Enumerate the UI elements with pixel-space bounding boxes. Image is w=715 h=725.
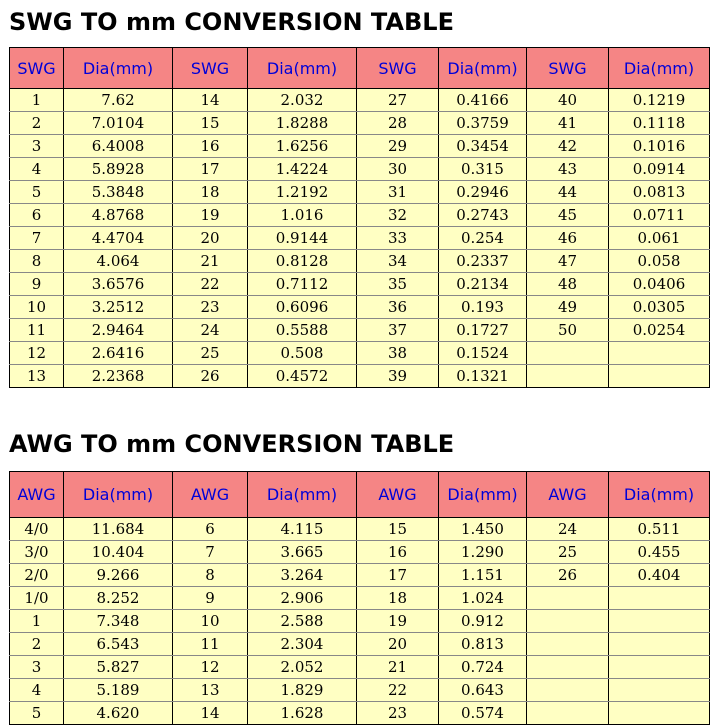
- gauge-cell: 50: [527, 319, 609, 342]
- diameter-cell: 0.0254: [609, 319, 710, 342]
- diameter-cell: 1.151: [439, 564, 527, 587]
- diameter-mm-header: Dia(mm): [609, 472, 710, 518]
- diameter-mm-header: Dia(mm): [609, 48, 710, 89]
- table-row: [10, 181, 710, 204]
- gauge-cell: 8: [10, 250, 64, 273]
- diameter-cell: [609, 633, 710, 656]
- diameter-cell: 10.404: [64, 541, 173, 564]
- diameter-mm-header: Dia(mm): [64, 472, 173, 518]
- diameter-cell: 0.6096: [248, 296, 357, 319]
- diameter-cell: 0.508: [248, 342, 357, 365]
- gauge-cell: 1/0: [10, 587, 64, 610]
- gauge-cell: 27: [357, 89, 439, 112]
- table-row: [10, 204, 710, 227]
- diameter-cell: [609, 365, 710, 388]
- diameter-cell: 3.6576: [64, 273, 173, 296]
- table-row: [10, 342, 710, 365]
- awg-conversion-table: [9, 471, 710, 725]
- gauge-cell: 24: [527, 518, 609, 541]
- diameter-cell: 0.1016: [609, 135, 710, 158]
- diameter-cell: 0.4572: [248, 365, 357, 388]
- diameter-cell: 0.1321: [439, 365, 527, 388]
- diameter-mm-header: Dia(mm): [248, 48, 357, 89]
- gauge-cell: 17: [357, 564, 439, 587]
- gauge-cell: [527, 587, 609, 610]
- gauge-cell: 12: [173, 656, 248, 679]
- swg-conversion-table: [9, 47, 710, 388]
- diameter-cell: 0.5588: [248, 319, 357, 342]
- diameter-mm-header: Dia(mm): [439, 48, 527, 89]
- gauge-cell: 40: [527, 89, 609, 112]
- gauge-cell: 9: [10, 273, 64, 296]
- diameter-cell: 3.264: [248, 564, 357, 587]
- diameter-cell: 0.2134: [439, 273, 527, 296]
- table-row: [10, 135, 710, 158]
- table-row: [10, 656, 710, 679]
- gauge-cell: 25: [173, 342, 248, 365]
- gauge-cell: 1: [10, 610, 64, 633]
- awg-gauge-header: AWG: [10, 472, 64, 518]
- gauge-cell: 7: [173, 541, 248, 564]
- table-row: [10, 610, 710, 633]
- gauge-cell: 25: [527, 541, 609, 564]
- gauge-cell: 20: [357, 633, 439, 656]
- diameter-cell: [609, 702, 710, 725]
- gauge-cell: 22: [173, 273, 248, 296]
- gauge-cell: 8: [173, 564, 248, 587]
- diameter-cell: 4.8768: [64, 204, 173, 227]
- gauge-cell: 41: [527, 112, 609, 135]
- diameter-cell: 2.052: [248, 656, 357, 679]
- table-row: [10, 273, 710, 296]
- awg-gauge-header: AWG: [357, 472, 439, 518]
- gauge-cell: [527, 702, 609, 725]
- gauge-cell: 45: [527, 204, 609, 227]
- gauge-cell: 48: [527, 273, 609, 296]
- gauge-cell: [527, 656, 609, 679]
- gauge-cell: 15: [357, 518, 439, 541]
- gauge-cell: 44: [527, 181, 609, 204]
- diameter-cell: 9.266: [64, 564, 173, 587]
- gauge-cell: [527, 679, 609, 702]
- awg-table-title: AWG TO mm CONVERSION TABLE: [9, 430, 455, 458]
- gauge-cell: 12: [10, 342, 64, 365]
- diameter-cell: 0.0406: [609, 273, 710, 296]
- gauge-cell: 10: [173, 610, 248, 633]
- gauge-cell: 36: [357, 296, 439, 319]
- table-row: [10, 587, 710, 610]
- gauge-cell: [527, 610, 609, 633]
- diameter-cell: 7.348: [64, 610, 173, 633]
- gauge-cell: 20: [173, 227, 248, 250]
- gauge-cell: 3: [10, 135, 64, 158]
- diameter-cell: 0.0711: [609, 204, 710, 227]
- diameter-cell: 0.2946: [439, 181, 527, 204]
- diameter-cell: [609, 679, 710, 702]
- gauge-cell: 2: [10, 112, 64, 135]
- diameter-cell: 0.724: [439, 656, 527, 679]
- table-header-row: [10, 472, 710, 518]
- gauge-cell: 10: [10, 296, 64, 319]
- table-row: [10, 679, 710, 702]
- gauge-cell: [527, 633, 609, 656]
- diameter-cell: 1.450: [439, 518, 527, 541]
- diameter-cell: 1.2192: [248, 181, 357, 204]
- gauge-cell: 34: [357, 250, 439, 273]
- gauge-cell: 14: [173, 702, 248, 725]
- gauge-cell: 37: [357, 319, 439, 342]
- gauge-cell: 4/0: [10, 518, 64, 541]
- table-row: [10, 296, 710, 319]
- table-row: [10, 112, 710, 135]
- gauge-cell: 18: [357, 587, 439, 610]
- diameter-cell: 0.254: [439, 227, 527, 250]
- gauge-cell: 46: [527, 227, 609, 250]
- table-row: [10, 89, 710, 112]
- diameter-cell: 2.9464: [64, 319, 173, 342]
- gauge-cell: 33: [357, 227, 439, 250]
- diameter-cell: 0.315: [439, 158, 527, 181]
- diameter-cell: 0.2337: [439, 250, 527, 273]
- diameter-cell: 0.058: [609, 250, 710, 273]
- diameter-cell: 0.912: [439, 610, 527, 633]
- diameter-cell: 5.8928: [64, 158, 173, 181]
- diameter-cell: 1.290: [439, 541, 527, 564]
- diameter-cell: 2.032: [248, 89, 357, 112]
- gauge-cell: 26: [173, 365, 248, 388]
- gauge-cell: 4: [10, 158, 64, 181]
- diameter-cell: 0.1524: [439, 342, 527, 365]
- diameter-cell: 1.8288: [248, 112, 357, 135]
- gauge-cell: 39: [357, 365, 439, 388]
- gauge-cell: 5: [10, 181, 64, 204]
- diameter-cell: 11.684: [64, 518, 173, 541]
- diameter-cell: [609, 342, 710, 365]
- diameter-cell: 3.665: [248, 541, 357, 564]
- gauge-cell: 38: [357, 342, 439, 365]
- swg-gauge-header: SWG: [527, 48, 609, 89]
- diameter-cell: 3.2512: [64, 296, 173, 319]
- gauge-cell: 14: [173, 89, 248, 112]
- table-row: [10, 365, 710, 388]
- gauge-cell: 42: [527, 135, 609, 158]
- gauge-cell: 11: [173, 633, 248, 656]
- table-header-row: [10, 48, 710, 89]
- gauge-cell: 47: [527, 250, 609, 273]
- diameter-cell: 0.1219: [609, 89, 710, 112]
- gauge-cell: 35: [357, 273, 439, 296]
- diameter-cell: 0.511: [609, 518, 710, 541]
- swg-gauge-header: SWG: [357, 48, 439, 89]
- diameter-cell: 0.1727: [439, 319, 527, 342]
- diameter-cell: 4.620: [64, 702, 173, 725]
- gauge-cell: 7: [10, 227, 64, 250]
- gauge-cell: 6: [10, 204, 64, 227]
- swg-gauge-header: SWG: [10, 48, 64, 89]
- diameter-cell: 2.2368: [64, 365, 173, 388]
- diameter-cell: 1.829: [248, 679, 357, 702]
- diameter-cell: 0.643: [439, 679, 527, 702]
- diameter-cell: 0.0305: [609, 296, 710, 319]
- gauge-cell: 23: [357, 702, 439, 725]
- table-row: [10, 564, 710, 587]
- gauge-cell: 32: [357, 204, 439, 227]
- gauge-cell: 21: [357, 656, 439, 679]
- gauge-cell: 3: [10, 656, 64, 679]
- gauge-cell: 4: [10, 679, 64, 702]
- diameter-cell: 0.193: [439, 296, 527, 319]
- diameter-cell: 2.6416: [64, 342, 173, 365]
- diameter-cell: 0.7112: [248, 273, 357, 296]
- gauge-cell: 5: [10, 702, 64, 725]
- gauge-cell: 29: [357, 135, 439, 158]
- table-row: [10, 319, 710, 342]
- diameter-cell: 2.588: [248, 610, 357, 633]
- diameter-cell: 0.3759: [439, 112, 527, 135]
- diameter-cell: 4.064: [64, 250, 173, 273]
- gauge-cell: 17: [173, 158, 248, 181]
- diameter-cell: 0.4166: [439, 89, 527, 112]
- gauge-cell: 3/0: [10, 541, 64, 564]
- diameter-cell: 0.061: [609, 227, 710, 250]
- gauge-cell: 49: [527, 296, 609, 319]
- diameter-cell: 0.8128: [248, 250, 357, 273]
- diameter-cell: 7.0104: [64, 112, 173, 135]
- swg-table-title: SWG TO mm CONVERSION TABLE: [9, 8, 454, 36]
- gauge-cell: 24: [173, 319, 248, 342]
- gauge-cell: 1: [10, 89, 64, 112]
- gauge-cell: 2/0: [10, 564, 64, 587]
- diameter-cell: 1.628: [248, 702, 357, 725]
- diameter-cell: 1.024: [439, 587, 527, 610]
- gauge-cell: 28: [357, 112, 439, 135]
- diameter-cell: 8.252: [64, 587, 173, 610]
- diameter-cell: 0.2743: [439, 204, 527, 227]
- diameter-cell: 1.4224: [248, 158, 357, 181]
- gauge-cell: 2: [10, 633, 64, 656]
- diameter-mm-header: Dia(mm): [64, 48, 173, 89]
- swg-gauge-header: SWG: [173, 48, 248, 89]
- gauge-cell: 19: [173, 204, 248, 227]
- gauge-cell: 11: [10, 319, 64, 342]
- diameter-cell: 0.9144: [248, 227, 357, 250]
- diameter-mm-header: Dia(mm): [248, 472, 357, 518]
- gauge-cell: 19: [357, 610, 439, 633]
- diameter-cell: 0.404: [609, 564, 710, 587]
- gauge-cell: 16: [173, 135, 248, 158]
- diameter-cell: [609, 610, 710, 633]
- diameter-cell: [609, 656, 710, 679]
- table-row: [10, 702, 710, 725]
- diameter-cell: 5.3848: [64, 181, 173, 204]
- gauge-cell: [527, 365, 609, 388]
- diameter-cell: [609, 587, 710, 610]
- diameter-cell: 4.115: [248, 518, 357, 541]
- diameter-cell: 0.455: [609, 541, 710, 564]
- diameter-cell: 0.813: [439, 633, 527, 656]
- diameter-cell: 6.4008: [64, 135, 173, 158]
- diameter-cell: 0.3454: [439, 135, 527, 158]
- diameter-mm-header: Dia(mm): [439, 472, 527, 518]
- diameter-cell: 1.016: [248, 204, 357, 227]
- table-row: [10, 518, 710, 541]
- gauge-cell: 26: [527, 564, 609, 587]
- table-row: [10, 541, 710, 564]
- diameter-cell: 5.189: [64, 679, 173, 702]
- awg-gauge-header: AWG: [527, 472, 609, 518]
- awg-gauge-header: AWG: [173, 472, 248, 518]
- gauge-cell: 15: [173, 112, 248, 135]
- diameter-cell: 0.0813: [609, 181, 710, 204]
- gauge-cell: 22: [357, 679, 439, 702]
- diameter-cell: 2.906: [248, 587, 357, 610]
- gauge-cell: 6: [173, 518, 248, 541]
- table-row: [10, 633, 710, 656]
- diameter-cell: 4.4704: [64, 227, 173, 250]
- gauge-cell: 16: [357, 541, 439, 564]
- gauge-cell: 23: [173, 296, 248, 319]
- table-row: [10, 250, 710, 273]
- table-row: [10, 227, 710, 250]
- diameter-cell: 7.62: [64, 89, 173, 112]
- diameter-cell: 0.0914: [609, 158, 710, 181]
- gauge-cell: 31: [357, 181, 439, 204]
- diameter-cell: 1.6256: [248, 135, 357, 158]
- gauge-cell: 18: [173, 181, 248, 204]
- diameter-cell: 5.827: [64, 656, 173, 679]
- gauge-cell: 9: [173, 587, 248, 610]
- gauge-cell: 13: [10, 365, 64, 388]
- diameter-cell: 0.1118: [609, 112, 710, 135]
- diameter-cell: 0.574: [439, 702, 527, 725]
- gauge-cell: 13: [173, 679, 248, 702]
- table-row: [10, 158, 710, 181]
- diameter-cell: 6.543: [64, 633, 173, 656]
- diameter-cell: 2.304: [248, 633, 357, 656]
- gauge-cell: [527, 342, 609, 365]
- gauge-cell: 21: [173, 250, 248, 273]
- gauge-cell: 30: [357, 158, 439, 181]
- gauge-cell: 43: [527, 158, 609, 181]
